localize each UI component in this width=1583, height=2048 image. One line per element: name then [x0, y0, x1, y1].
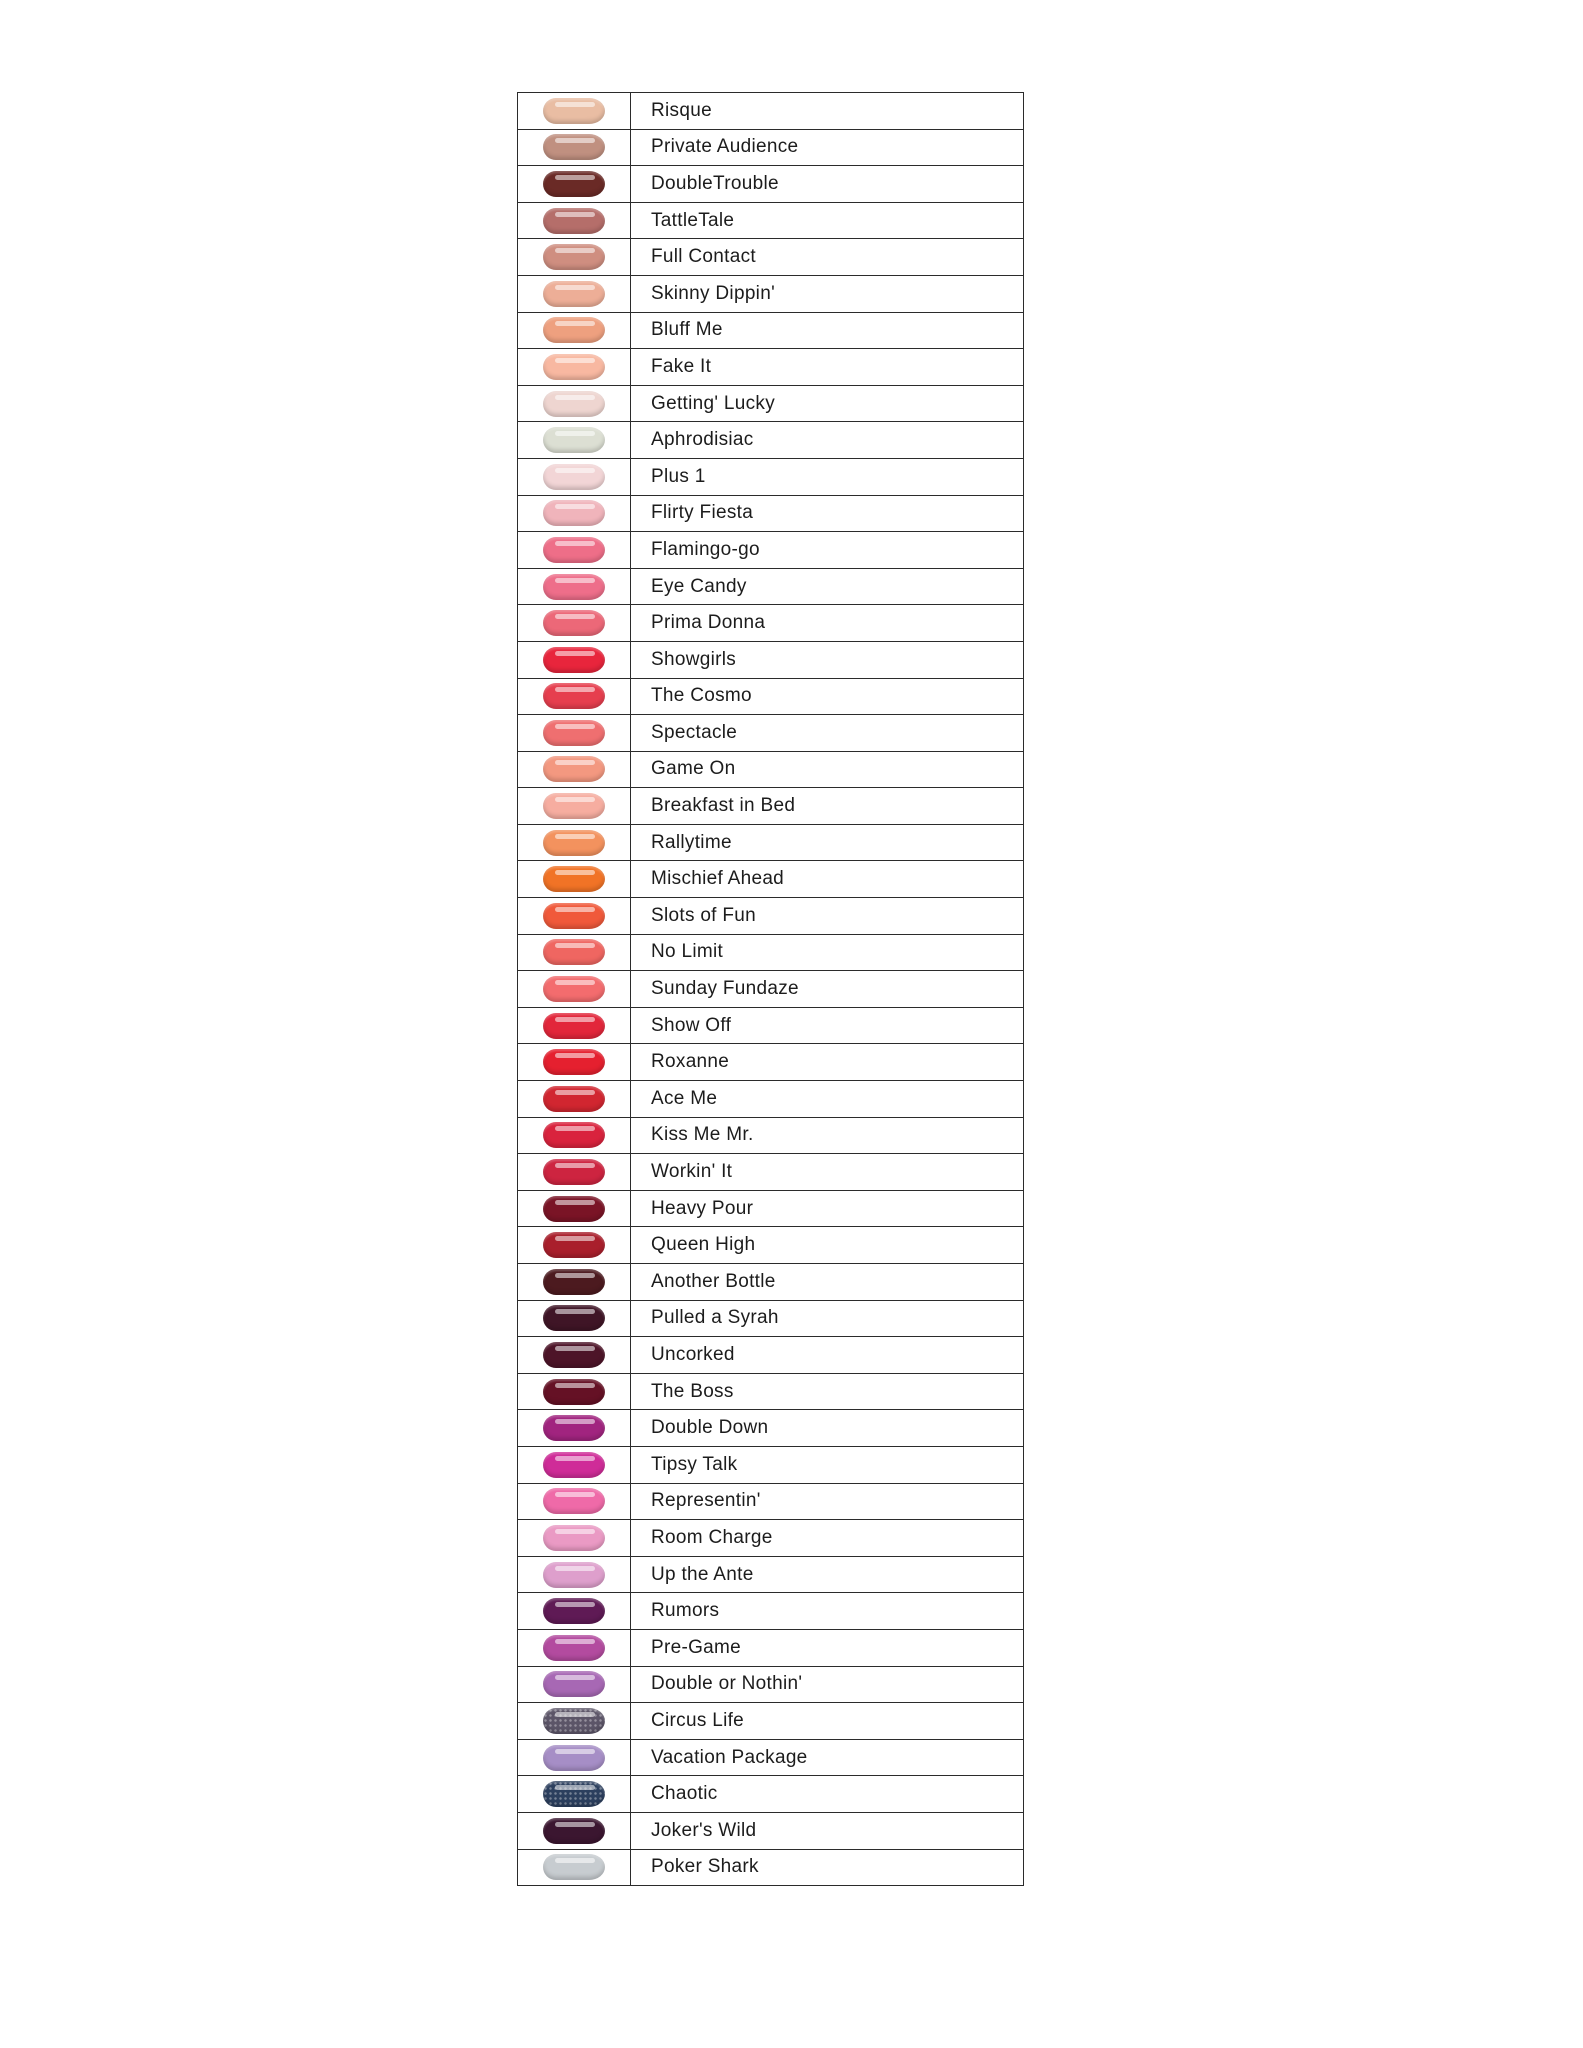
nail-swatch-icon — [543, 1013, 605, 1039]
swatch-cell — [518, 1410, 631, 1447]
swatch-cell — [518, 715, 631, 752]
swatch-cell — [518, 532, 631, 569]
shade-name: Up the Ante — [631, 1556, 1024, 1593]
table-row — [518, 1190, 1024, 1227]
swatch-cell — [518, 1373, 631, 1410]
nail-swatch-icon — [543, 830, 605, 856]
shade-name: Show Off — [631, 1007, 1024, 1044]
shade-name: Bluff Me — [631, 312, 1024, 349]
shade-name: Heavy Pour — [631, 1190, 1024, 1227]
nail-swatch-icon — [543, 1635, 605, 1661]
table-row — [518, 898, 1024, 935]
nail-swatch-icon — [543, 1525, 605, 1551]
swatch-cell — [518, 1629, 631, 1666]
table-row — [518, 1446, 1024, 1483]
table-row — [518, 1556, 1024, 1593]
nail-swatch-icon — [543, 134, 605, 160]
nail-swatch-icon — [543, 1562, 605, 1588]
swatch-cell — [518, 898, 631, 935]
nail-swatch-icon — [543, 1159, 605, 1185]
table-row — [518, 1373, 1024, 1410]
shade-name: Full Contact — [631, 239, 1024, 276]
shade-name: Skinny Dippin' — [631, 275, 1024, 312]
shade-name: Flirty Fiesta — [631, 495, 1024, 532]
table-row — [518, 532, 1024, 569]
shade-name: Eye Candy — [631, 568, 1024, 605]
swatch-cell — [518, 1264, 631, 1301]
swatch-cell — [518, 861, 631, 898]
shade-name: Mischief Ahead — [631, 861, 1024, 898]
shade-name: Uncorked — [631, 1337, 1024, 1374]
swatch-cell — [518, 1812, 631, 1849]
shade-name: Flamingo-go — [631, 532, 1024, 569]
shade-name: Ace Me — [631, 1081, 1024, 1118]
shade-name: Sunday Fundaze — [631, 971, 1024, 1008]
swatch-cell — [518, 934, 631, 971]
swatch-cell — [518, 1483, 631, 1520]
swatch-cell — [518, 1556, 631, 1593]
shade-name: Vacation Package — [631, 1739, 1024, 1776]
swatch-cell — [518, 971, 631, 1008]
table-row — [518, 129, 1024, 166]
nail-swatch-icon — [543, 171, 605, 197]
shade-name: Breakfast in Bed — [631, 788, 1024, 825]
shade-name: Kiss Me Mr. — [631, 1117, 1024, 1154]
nail-swatch-icon — [543, 903, 605, 929]
swatch-cell — [518, 568, 631, 605]
table-row — [518, 568, 1024, 605]
swatch-cell — [518, 1446, 631, 1483]
swatch-cell — [518, 1593, 631, 1630]
swatch-cell — [518, 605, 631, 642]
swatch-cell — [518, 1081, 631, 1118]
table-row — [518, 458, 1024, 495]
table-row — [518, 971, 1024, 1008]
table-row — [518, 605, 1024, 642]
table-row — [518, 1007, 1024, 1044]
table-row — [518, 788, 1024, 825]
table-row — [518, 1812, 1024, 1849]
nail-swatch-icon — [543, 354, 605, 380]
table-row — [518, 349, 1024, 386]
swatch-cell — [518, 1849, 631, 1886]
nail-swatch-icon — [543, 939, 605, 965]
nail-swatch-icon — [543, 683, 605, 709]
swatch-cell — [518, 422, 631, 459]
swatch-cell — [518, 1666, 631, 1703]
swatch-cell — [518, 824, 631, 861]
nail-swatch-icon — [543, 1269, 605, 1295]
swatch-cell — [518, 1227, 631, 1264]
table-row — [518, 751, 1024, 788]
nail-swatch-icon — [543, 281, 605, 307]
shade-name: Aphrodisiac — [631, 422, 1024, 459]
shade-name: Rumors — [631, 1593, 1024, 1630]
nail-swatch-icon — [543, 1196, 605, 1222]
shade-name: Workin' It — [631, 1154, 1024, 1191]
nail-swatch-icon — [543, 1342, 605, 1368]
shade-name: Tipsy Talk — [631, 1446, 1024, 1483]
shade-table — [517, 92, 1024, 1886]
swatch-cell — [518, 239, 631, 276]
shade-name: Double or Nothin' — [631, 1666, 1024, 1703]
swatch-cell — [518, 678, 631, 715]
nail-swatch-icon — [543, 720, 605, 746]
table-row — [518, 239, 1024, 276]
table-row — [518, 1154, 1024, 1191]
table-row — [518, 861, 1024, 898]
table-row — [518, 1703, 1024, 1740]
table-row — [518, 495, 1024, 532]
shade-name: Plus 1 — [631, 458, 1024, 495]
table-row — [518, 1117, 1024, 1154]
swatch-cell — [518, 1117, 631, 1154]
table-row — [518, 385, 1024, 422]
swatch-cell — [518, 349, 631, 386]
nail-swatch-icon — [543, 98, 605, 124]
table-row — [518, 1410, 1024, 1447]
shade-name: Spectacle — [631, 715, 1024, 752]
swatch-cell — [518, 1739, 631, 1776]
table-row — [518, 312, 1024, 349]
swatch-cell — [518, 385, 631, 422]
table-row — [518, 1520, 1024, 1557]
table-row — [518, 1264, 1024, 1301]
nail-swatch-icon — [543, 464, 605, 490]
table-row — [518, 275, 1024, 312]
nail-swatch-icon — [543, 976, 605, 1002]
shade-name: Private Audience — [631, 129, 1024, 166]
nail-swatch-icon — [543, 427, 605, 453]
swatch-cell — [518, 1520, 631, 1557]
nail-swatch-icon — [543, 1818, 605, 1844]
swatch-cell — [518, 93, 631, 130]
shade-name: Showgirls — [631, 641, 1024, 678]
shade-name: Circus Life — [631, 1703, 1024, 1740]
nail-swatch-icon — [543, 610, 605, 636]
nail-swatch-icon — [543, 1488, 605, 1514]
nail-swatch-icon — [543, 1452, 605, 1478]
shade-rows — [518, 93, 1024, 1886]
nail-swatch-icon — [543, 1379, 605, 1405]
table-row — [518, 1666, 1024, 1703]
shade-name: No Limit — [631, 934, 1024, 971]
shade-name: Chaotic — [631, 1776, 1024, 1813]
swatch-cell — [518, 751, 631, 788]
swatch-cell — [518, 458, 631, 495]
swatch-cell — [518, 495, 631, 532]
nail-swatch-icon — [543, 244, 605, 270]
table-row — [518, 1593, 1024, 1630]
table-row — [518, 1337, 1024, 1374]
table-row — [518, 678, 1024, 715]
table-row — [518, 1044, 1024, 1081]
nail-swatch-icon — [543, 1745, 605, 1771]
nail-swatch-icon — [543, 1671, 605, 1697]
nail-swatch-icon — [543, 1708, 605, 1734]
nail-swatch-icon — [543, 1415, 605, 1441]
table-row — [518, 166, 1024, 203]
swatch-cell — [518, 1007, 631, 1044]
swatch-cell — [518, 129, 631, 166]
shade-name: Pre-Game — [631, 1629, 1024, 1666]
table-row — [518, 422, 1024, 459]
swatch-cell — [518, 166, 631, 203]
swatch-cell — [518, 788, 631, 825]
nail-swatch-icon — [543, 756, 605, 782]
table-row — [518, 1081, 1024, 1118]
shade-name: The Cosmo — [631, 678, 1024, 715]
shade-name: Double Down — [631, 1410, 1024, 1447]
nail-swatch-icon — [543, 1122, 605, 1148]
swatch-cell — [518, 641, 631, 678]
nail-swatch-icon — [543, 1305, 605, 1331]
shade-name: Prima Donna — [631, 605, 1024, 642]
shade-name: Slots of Fun — [631, 898, 1024, 935]
nail-swatch-icon — [543, 1781, 605, 1807]
shade-name: Pulled a Syrah — [631, 1300, 1024, 1337]
swatch-cell — [518, 1154, 631, 1191]
shade-name: Representin' — [631, 1483, 1024, 1520]
swatch-cell — [518, 275, 631, 312]
table-row — [518, 1629, 1024, 1666]
swatch-cell — [518, 1703, 631, 1740]
nail-swatch-icon — [543, 574, 605, 600]
nail-swatch-icon — [543, 1598, 605, 1624]
shade-name: Getting' Lucky — [631, 385, 1024, 422]
table-row — [518, 1300, 1024, 1337]
nail-swatch-icon — [543, 391, 605, 417]
nail-swatch-icon — [543, 1854, 605, 1880]
swatch-cell — [518, 1337, 631, 1374]
shade-name: TattleTale — [631, 202, 1024, 239]
nail-swatch-icon — [543, 500, 605, 526]
swatch-cell — [518, 1190, 631, 1227]
shade-name: Game On — [631, 751, 1024, 788]
nail-swatch-icon — [543, 866, 605, 892]
table-row — [518, 1227, 1024, 1264]
table-row — [518, 641, 1024, 678]
nail-swatch-icon — [543, 793, 605, 819]
table-row — [518, 934, 1024, 971]
shade-name: Rallytime — [631, 824, 1024, 861]
nail-swatch-icon — [543, 1232, 605, 1258]
swatch-cell — [518, 1044, 631, 1081]
shade-name: Queen High — [631, 1227, 1024, 1264]
table-row — [518, 1483, 1024, 1520]
table-row — [518, 93, 1024, 130]
table-row — [518, 824, 1024, 861]
shade-name: Poker Shark — [631, 1849, 1024, 1886]
shade-name: Room Charge — [631, 1520, 1024, 1557]
table-row — [518, 715, 1024, 752]
nail-swatch-icon — [543, 537, 605, 563]
shade-name: Fake It — [631, 349, 1024, 386]
swatch-cell — [518, 1776, 631, 1813]
nail-swatch-icon — [543, 317, 605, 343]
shade-name: Another Bottle — [631, 1264, 1024, 1301]
shade-name: Joker's Wild — [631, 1812, 1024, 1849]
shade-name: Roxanne — [631, 1044, 1024, 1081]
shade-name: Risque — [631, 93, 1024, 130]
table-row — [518, 1849, 1024, 1886]
nail-swatch-icon — [543, 1086, 605, 1112]
swatch-cell — [518, 1300, 631, 1337]
swatch-cell — [518, 312, 631, 349]
nail-swatch-icon — [543, 208, 605, 234]
table-row — [518, 1776, 1024, 1813]
table-row — [518, 202, 1024, 239]
swatch-cell — [518, 202, 631, 239]
nail-swatch-icon — [543, 1049, 605, 1075]
shade-name: The Boss — [631, 1373, 1024, 1410]
table-row — [518, 1739, 1024, 1776]
nail-swatch-icon — [543, 647, 605, 673]
shade-name: DoubleTrouble — [631, 166, 1024, 203]
